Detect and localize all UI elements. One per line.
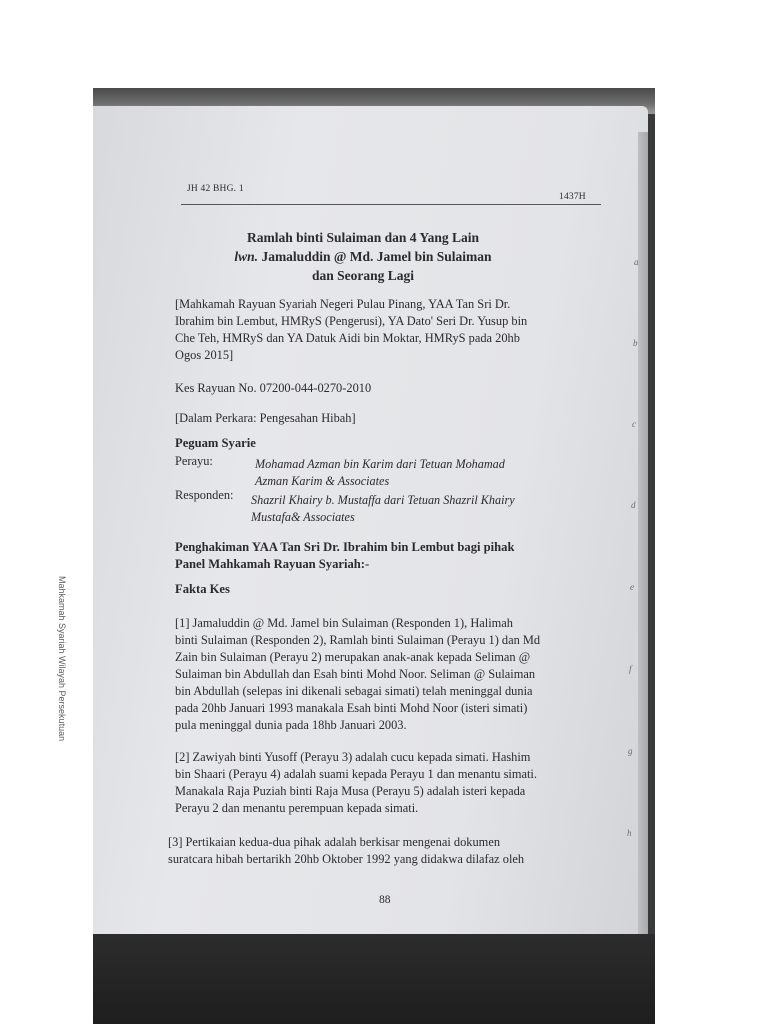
case-title-line2 xyxy=(153,249,573,265)
running-head-left: JH 42 BHG. 1 xyxy=(187,184,244,194)
paragraph-line: pula meninggal dunia pada 18hb Januari 2003. xyxy=(175,718,407,732)
margin-letter-g: g xyxy=(628,746,633,756)
appellant-counsel-line: Azman Karim & Associates xyxy=(255,474,390,488)
header-rule xyxy=(181,204,601,205)
paragraph-line: [1] Jamaluddin @ Md. Jamel bin Sulaiman (Responden 1), Halimah xyxy=(175,616,513,630)
paragraph-line: [2] Zawiyah binti Yusoff (Perayu 3) adalah cucu kepada simati. Hashim xyxy=(175,750,531,764)
dark-background xyxy=(93,934,655,1024)
paragraph-line: Manakala Raja Puziah binti Raja Musa (Perayu 5) adalah isteri kepada xyxy=(175,784,526,798)
court-info-line: Ogos 2015] xyxy=(175,348,234,362)
matter: [Dalam Perkara: Pengesahan Hibah] xyxy=(175,411,356,425)
judgment-heading xyxy=(175,539,603,573)
margin-letter-e: e xyxy=(630,582,634,592)
paragraph-line: [3] Pertikaian kedua-dua pihak adalah berkisar mengenai dokumen xyxy=(168,835,501,849)
respondent-label: Responden: xyxy=(175,488,234,502)
margin-letter-d: d xyxy=(631,500,636,510)
running-head-right: 1437H xyxy=(559,192,586,202)
paragraph-3 xyxy=(168,834,600,868)
paragraph-line: bin Shaari (Perayu 4) adalah suami kepada Perayu 1 dan menantu simati. xyxy=(175,767,537,781)
margin-letter-a: a xyxy=(634,257,639,267)
margin-letter-c: c xyxy=(632,419,636,429)
respondent-counsel-line: Shazril Khairy b. Mustaffa dari Tetuan Shazril Khairy xyxy=(251,493,515,507)
appellant-counsel xyxy=(255,456,505,490)
margin-letter-f: f xyxy=(629,664,632,674)
paragraph-line: bin Abdullah (selepas ini dikenali sebagai simati) telah meninggal dunia xyxy=(175,684,533,698)
paragraph-line: Sulaiman bin Abdullah dan Esah binti Mohd Noor. Seliman @ Sulaiman xyxy=(175,667,536,681)
page-sheet xyxy=(57,106,648,934)
paragraph-2 xyxy=(175,749,603,817)
document-photo xyxy=(57,88,655,1024)
appellant-label: Perayu: xyxy=(175,454,213,468)
facts-heading: Fakta Kes xyxy=(175,582,230,596)
respondent-counsel xyxy=(251,492,515,526)
paragraph-1 xyxy=(175,615,603,734)
case-title-line2-rest: Jamaluddin @ Md. Jamel bin Sulaiman xyxy=(258,249,492,264)
appellant-counsel-line: Mohamad Azman bin Karim dari Tetuan Mohamad xyxy=(255,457,505,471)
judgment-heading-line: Penghakiman YAA Tan Sri Dr. Ibrahim bin Lembut bagi pihak xyxy=(175,540,515,554)
paragraph-line: binti Sulaiman (Responden 2), Ramlah binti Sulaiman (Perayu 1) dan Md xyxy=(175,633,541,647)
paragraph-line: pada 20hb Januari 1993 manakala Esah binti Mohd Noor (isteri simati) xyxy=(175,701,528,715)
paragraph-line: Perayu 2 dan menantu perempuan kepada simati. xyxy=(175,801,419,815)
margin-letter-h: h xyxy=(627,828,632,838)
court-info-line: Ibrahim bin Lembut, HMRyS (Pengerusi), YA Dato' Seri Dr. Yusup bin xyxy=(175,314,528,328)
spine-text: Mahkamah Syariah Wilayah Persekutuan xyxy=(57,576,67,742)
court-info-line: Che Teh, HMRyS dan YA Datuk Aidi bin Moktar, HMRyS pada 20hb xyxy=(175,331,520,345)
case-title-line3: dan Seorang Lagi xyxy=(311,268,415,283)
margin-letter-b: b xyxy=(633,338,638,348)
case-number: Kes Rayuan No. 07200-044-0270-2010 xyxy=(175,381,372,395)
paragraph-line: Zain bin Sulaiman (Perayu 2) merupakan anak-anak kepada Seliman @ xyxy=(175,650,531,664)
court-info xyxy=(175,296,600,364)
judgment-heading-line: Panel Mahkamah Rayuan Syariah:- xyxy=(175,557,370,571)
paragraph-line: suratcara hibah bertarikh 20hb Oktober 1992 yang didakwa dilafaz oleh xyxy=(168,852,525,866)
court-info-line: [Mahkamah Rayuan Syariah Negeri Pulau Pinang, YAA Tan Sri Dr. xyxy=(175,297,511,311)
versus-label: lwn. xyxy=(234,249,259,264)
case-title-line1: Ramlah binti Sulaiman dan 4 Yang Lain xyxy=(246,230,480,245)
counsel-heading: Peguam Syarie xyxy=(175,436,256,450)
page-number: 88 xyxy=(379,894,391,906)
respondent-counsel-line: Mustafa& Associates xyxy=(251,510,355,524)
